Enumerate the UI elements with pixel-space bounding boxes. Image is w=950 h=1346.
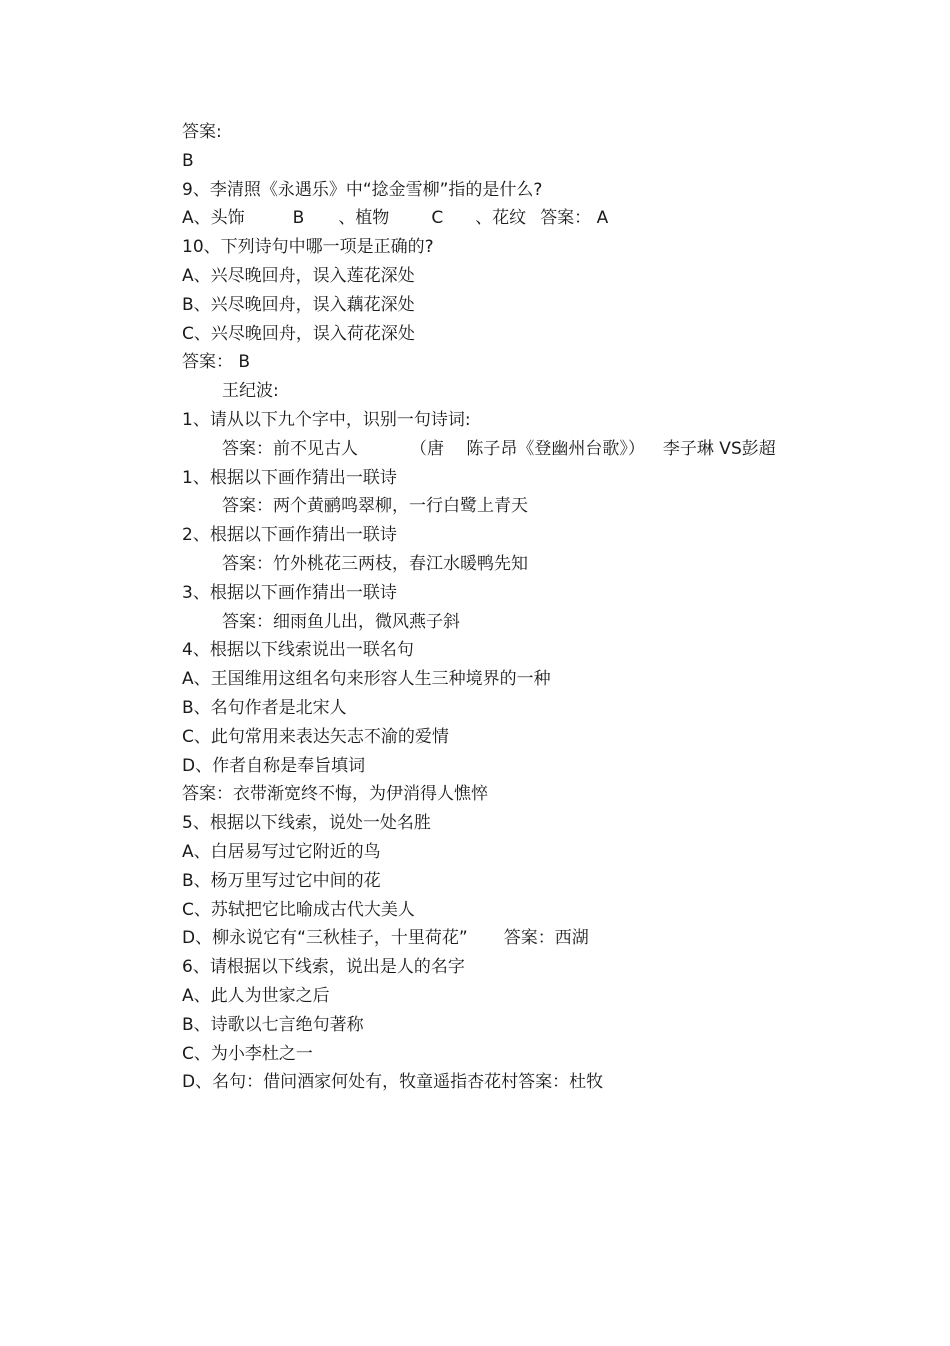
- question-1: 1、请从以下九个字中，识别一句诗词:: [182, 409, 471, 430]
- question-4-answer: 答案：衣带渐宽终不悔，为伊消得人憔悴: [182, 784, 488, 805]
- question-1b: 1、根据以下画作猜出一联诗: [182, 467, 397, 488]
- clue-d-with-answer: [182, 924, 882, 953]
- question-5: 5、根据以下线索，说处一处名胜: [182, 813, 431, 834]
- clue-d-with-answer: D、名句：借问酒家何处有，牧童遥指杏花村答案：杜牧: [182, 1072, 604, 1093]
- answer-value: B: [182, 150, 194, 171]
- question-10-answer: 答案： B: [182, 352, 251, 373]
- clue-b: B、名句作者是北宋人: [182, 697, 347, 718]
- clue-c: C、为小李杜之一: [182, 1043, 313, 1064]
- document-body: [182, 118, 882, 1097]
- option-c-letter: C: [431, 208, 444, 229]
- answer-source: （唐 陈子昂《登幽州台歌》）: [410, 438, 645, 459]
- question-6: 6、请根据以下线索，说出是人的名字: [182, 957, 465, 978]
- option-c-text: 、花纹: [475, 208, 527, 229]
- section-heading: 王纪波:: [222, 381, 279, 402]
- option-b-letter: B: [292, 208, 305, 229]
- question-2-answer: 答案：竹外桃花三两枝，春江水暖鸭先知: [222, 553, 528, 574]
- option-a: A、头饰: [182, 208, 245, 229]
- match-label: 李子琳 VS彭超: [662, 438, 776, 459]
- question-3-answer: 答案：细雨鱼儿出，微风燕子斜: [222, 611, 460, 632]
- question-4: 4、根据以下线索说出一联名句: [182, 640, 414, 661]
- clue-c: C、此句常用来表达矢志不渝的爱情: [182, 726, 449, 747]
- clue-a: A、白居易写过它附近的鸟: [182, 841, 381, 862]
- answer-text: 答案：前不见古人: [222, 438, 358, 459]
- clue-b: B、诗歌以七言绝句著称: [182, 1014, 364, 1035]
- option-b-text: 、植物: [338, 208, 390, 229]
- option-a: A、兴尽晚回舟，误入莲花深处: [182, 265, 415, 286]
- question-1b-answer: 答案：两个黄鹂鸣翠柳，一行白鹭上青天: [222, 496, 528, 517]
- question-10: 10、下列诗句中哪一项是正确的?: [182, 237, 434, 258]
- clue-d: D、作者自称是奉旨填词: [182, 755, 366, 776]
- question-3: 3、根据以下画作猜出一联诗: [182, 582, 397, 603]
- clue-d: D、柳永说它有“三秋桂子，十里荷花”: [182, 928, 468, 949]
- question-9-answer: 答案： A: [540, 208, 609, 229]
- question-2: 2、根据以下画作猜出一联诗: [182, 525, 397, 546]
- clue-a: A、王国维用这组名句来形容人生三种境界的一种: [182, 669, 551, 690]
- option-b: B、兴尽晚回舟，误入藕花深处: [182, 294, 415, 315]
- question-9-options: [182, 204, 882, 233]
- clue-b: B、杨万里写过它中间的花: [182, 870, 381, 891]
- option-c: C、兴尽晚回舟，误入荷花深处: [182, 323, 415, 344]
- answer-label: 答案:: [182, 122, 222, 142]
- question-9: 9、李清照《永遇乐》中“捻金雪柳”指的是什么?: [182, 179, 543, 200]
- question-1-answer: [182, 435, 882, 464]
- clue-c: C、苏轼把它比喻成古代大美人: [182, 899, 415, 920]
- clue-a: A、此人为世家之后: [182, 985, 330, 1006]
- question-5-answer: 答案：西湖: [503, 928, 589, 949]
